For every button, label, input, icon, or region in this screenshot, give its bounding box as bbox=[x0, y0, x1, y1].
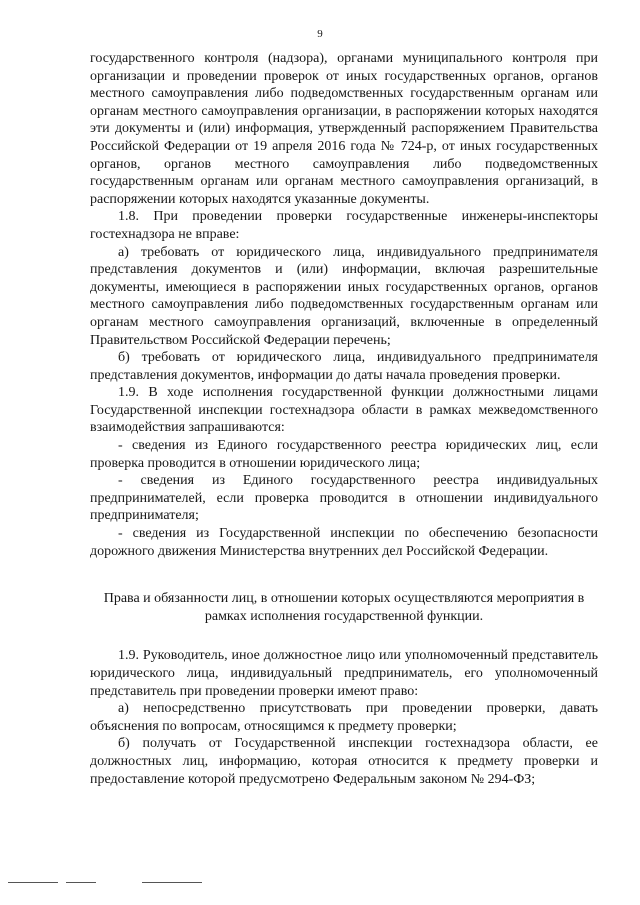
paragraph-continuation: государственного контроля (надзора), органами муниципального контроля при организации и проведении проверок от иных государственных органов, органов местного самоуправления либо подведомственных государственным органам или органам местного самоуправления организации, в распоряжении которых находятся эти документы и (или) информация, утвержденный распоряжением Правительства Российской Федерации от 19 апреля 2016 года № 724-р, от иных государственных органов, органов местного самоуправления либо подведомственных государственным органам или органам местного самоуправления организаций, в распоряжении которых находятся указанные документы. bbox=[90, 51, 598, 207]
paragraph-1-9: 1.9. В ходе исполнения государственной функции должностными лицами Государственной инспекции гостехнадзора области в рамках межведомственного взаимодействия запрашиваются: bbox=[90, 385, 598, 436]
list-item-egrul: - сведения из Единого государственного реестра юридических лиц, если проверка проводится в отношении юридического лица; bbox=[90, 438, 598, 471]
section-title: Права и обязанности лиц, в отношении которых осуществляются мероприятия в рамках исполнения государственной функции. bbox=[103, 591, 585, 624]
footer-rule-right bbox=[142, 882, 202, 883]
paragraph-rights-a: а) непосредственно присутствовать при проведении проверки, давать объяснения по вопросам, относящимся к предмету проверки; bbox=[90, 701, 598, 734]
footer-rule-left bbox=[8, 882, 58, 883]
list-item-gibdd: - сведения из Государственной инспекции по обеспечению безопасности дорожного движения Министерства внутренних дел Российской Федерации. bbox=[90, 526, 598, 559]
page-number: 9 bbox=[317, 28, 323, 40]
document-body bbox=[90, 50, 598, 788]
paragraph-1-8-b: б) требовать от юридического лица, индивидуального предпринимателя представления документов, информации до даты начала проведения проверки. bbox=[90, 350, 598, 383]
paragraph-1-8-a: а) требовать от юридического лица, индивидуального предпринимателя представления документов и (или) информации, включая разрешительные документы, имеющиеся в распоряжении иных государственных органов, органов местного самоуправления либо подведомственных государственным органам или органам местного самоуправления организаций, включенные в определенный Правительством Российской Федерации перечень; bbox=[90, 244, 598, 348]
footer-rule-middle bbox=[66, 882, 96, 883]
list-item-egrip: - сведения из Единого государственного реестра индивидуальных предпринимателей, если проверка проводится в отношении индивидуального предпринимателя; bbox=[90, 473, 598, 524]
paragraph-1-8: 1.8. При проведении проверки государственные инженеры-инспекторы гостехнадзора не вправе: bbox=[90, 209, 598, 242]
paragraph-rights: 1.9. Руководитель, иное должностное лицо или уполномоченный представитель юридического лица, индивидуальный предприниматель, его уполномоченный представитель при проведении проверки имеют право: bbox=[90, 648, 598, 699]
paragraph-rights-b: б) получать от Государственной инспекции гостехнадзора области, ее должностных лиц, информацию, которая относится к предмету проверки и предоставление которой предусмотрено Федеральным законом № 294-ФЗ; bbox=[90, 736, 598, 787]
